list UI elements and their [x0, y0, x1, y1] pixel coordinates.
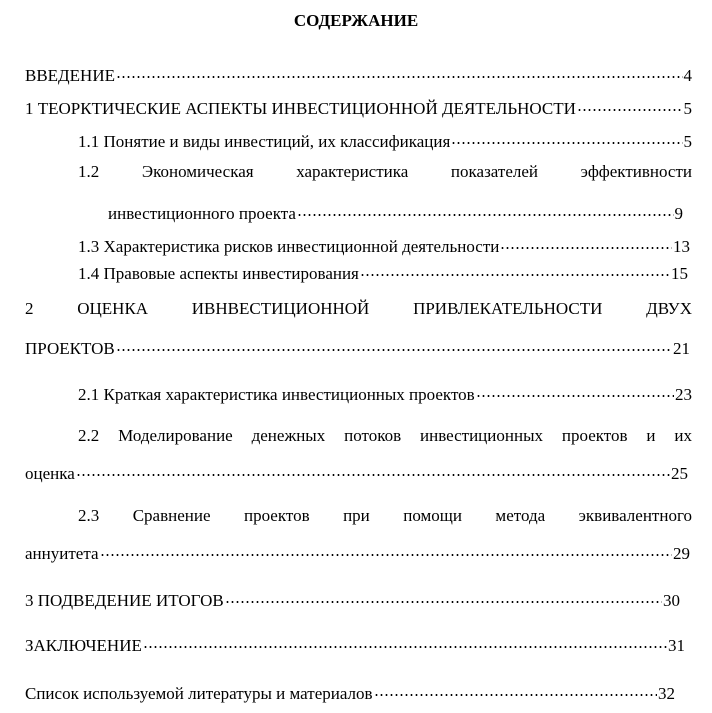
toc-entry-chapter-1[interactable] — [25, 92, 692, 118]
toc-page-number: 25 — [671, 464, 688, 483]
dot-leader — [374, 677, 657, 699]
toc-page-number: 13 — [673, 237, 690, 256]
dot-leader — [225, 584, 662, 606]
toc-page-number: 15 — [671, 264, 688, 283]
toc-page-number: 5 — [683, 99, 692, 118]
toc-page-number: 30 — [663, 591, 680, 610]
toc-entry-1-4[interactable] — [78, 257, 688, 283]
toc-entry-label: аннуитета — [25, 544, 99, 563]
dot-leader — [116, 332, 672, 354]
toc-page-number: 29 — [673, 544, 690, 563]
toc-entry-conclusion[interactable] — [25, 629, 685, 655]
toc-entry-2-2-line1[interactable]: 2.2 Моделирование денежных потоков инвестиционных проектов и их — [78, 426, 692, 445]
toc-entry-references[interactable] — [25, 677, 675, 703]
toc-entry-label: 1.1 Понятие и виды инвестиций, их классификация — [78, 132, 451, 151]
dot-leader — [76, 457, 670, 479]
toc-entry-2-3-line2[interactable] — [25, 537, 690, 563]
toc-entry-label: 3 ПОДВЕДЕНИЕ ИТОГОВ — [25, 591, 224, 610]
toc-page-number: 21 — [673, 339, 690, 358]
toc-page-number: 31 — [668, 636, 685, 655]
dot-leader — [143, 629, 667, 651]
toc-entry-1-3[interactable] — [78, 230, 690, 256]
dot-leader — [116, 59, 683, 81]
toc-entry-2-1[interactable] — [78, 378, 692, 404]
toc-entry-chapter-2-line2[interactable] — [25, 332, 690, 358]
toc-entry-1-1[interactable] — [78, 125, 692, 151]
toc-entry-2-3-line1[interactable]: 2.3 Сравнение проектов при помощи метода эквивалентного — [78, 506, 692, 525]
toc-page-number: 9 — [674, 204, 683, 223]
toc-entry-label: ЗАКЛЮЧЕНИЕ — [25, 636, 142, 655]
toc-entry-1-2-line1[interactable]: 1.2 Экономическая характеристика показателей эффективности — [78, 162, 692, 181]
toc-entry-label: 1.3 Характеристика рисков инвестиционной деятельности — [78, 237, 500, 256]
dot-leader — [476, 378, 674, 400]
toc-entry-label: инвестиционного проекта — [108, 204, 296, 223]
toc-title: СОДЕРЖАНИЕ — [293, 11, 419, 30]
toc-entry-2-2-line2[interactable] — [25, 457, 688, 483]
toc-entry-label: 1.4 Правовые аспекты инвестирования — [78, 264, 359, 283]
toc-entry-introduction[interactable] — [25, 59, 692, 85]
toc-entry-label: Список используемой литературы и материалов — [25, 684, 373, 703]
toc-page-number: 4 — [683, 66, 692, 85]
toc-entry-label: 1 ТЕОРКТИЧЕСКИЕ АСПЕКТЫ ИНВЕСТИЦИОННОЙ ДЕЯТЕЛЬНОСТИ — [25, 99, 576, 118]
toc-entry-label: оценка — [25, 464, 75, 483]
dot-leader — [500, 230, 672, 252]
toc-entry-label: ВВЕДЕНИЕ — [25, 66, 115, 85]
dot-leader — [360, 257, 670, 279]
toc-page-number: 5 — [683, 132, 692, 151]
toc-page-number: 32 — [658, 684, 675, 703]
dot-leader — [297, 197, 674, 219]
toc-entry-1-2-line2[interactable] — [108, 197, 683, 223]
dot-leader — [451, 125, 682, 147]
dot-leader — [100, 537, 673, 559]
toc-page-number: 23 — [675, 385, 692, 404]
toc-entry-chapter-2-line1[interactable]: 2 ОЦЕНКА ИВНВЕСТИЦИОННОЙ ПРИВЛЕКАТЕЛЬНОСТИ ДВУХ — [25, 299, 692, 318]
toc-entry-chapter-3[interactable] — [25, 584, 680, 610]
dot-leader — [577, 92, 683, 114]
toc-entry-label: ПРОЕКТОВ — [25, 339, 115, 358]
toc-entry-label: 2.1 Краткая характеристика инвестиционных проектов — [78, 385, 475, 404]
